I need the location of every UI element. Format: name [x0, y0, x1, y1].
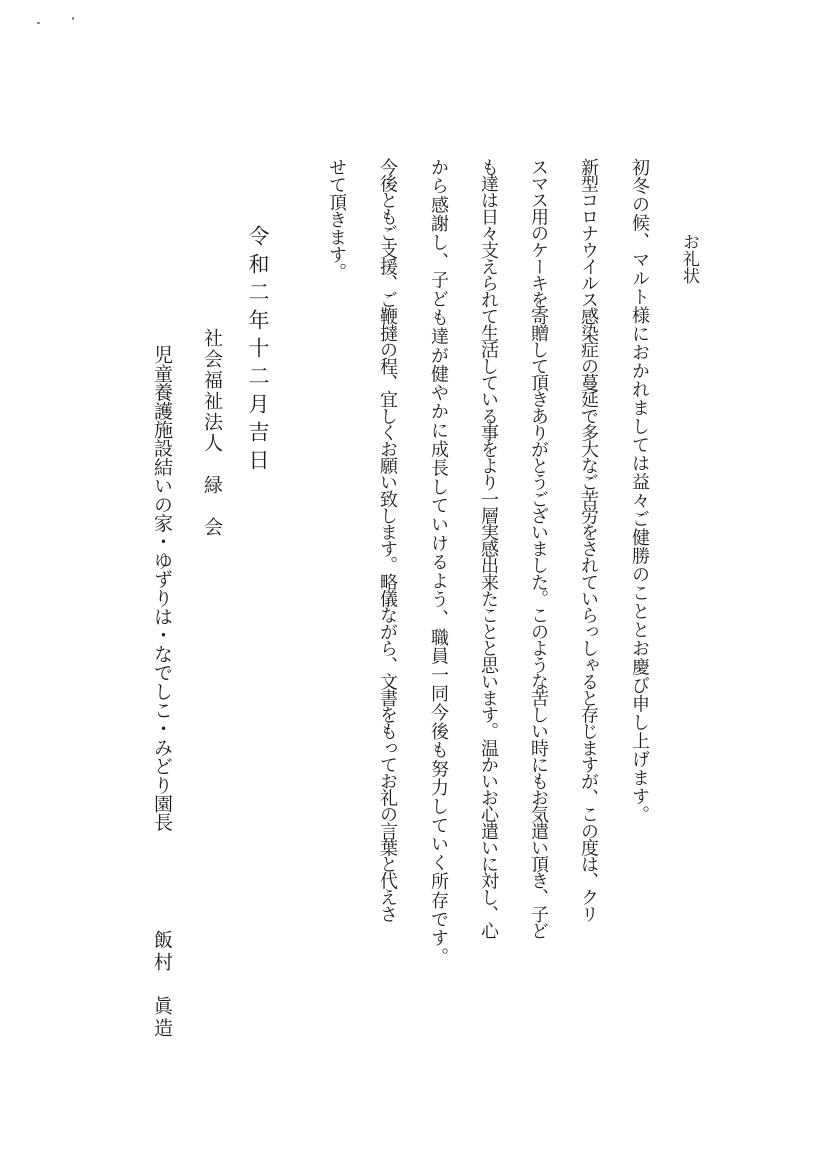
- body-line-4: も達は日々支えられて生活している事をより一層実感出来たことと思います。温かいお心遣いに対し、心: [478, 158, 499, 939]
- body-line-2: 新型コロナウイルス感染症の蔓延で多大なご苦労をされていらっしゃると存じますが、この度は、クリ: [578, 158, 599, 922]
- scan-speck: [37, 22, 40, 24]
- body-line-5: から感謝し、子ども達が健やかに成長していけるよう、職員一同今後も努力していく所存です。: [428, 158, 449, 967]
- letter-title: お礼状: [679, 233, 699, 284]
- body-line-1: 初冬の候、マルト様におかれましては益々ご健勝のこととお慶び申し上げます。: [629, 158, 650, 824]
- signature-name: 飯村 眞造: [151, 930, 173, 1040]
- scan-speck: [72, 17, 74, 20]
- body-line-6: 今後ともご支援、ご鞭撻の程、宜しくお願い致します。略儀ながら、文書をもってお礼の言葉と代えさ: [377, 158, 398, 922]
- body-line-7: せて頂きます。: [326, 158, 347, 281]
- letter-date: 令和二年十二月吉日: [246, 225, 270, 477]
- organization-name: 社会福祉法人 緑 会: [201, 328, 223, 538]
- signature-title: 児童養護施設結いの家・ゆずりは・なでしこ・みどり園長: [151, 345, 173, 832]
- body-line-3: スマス用のケーキを寄贈して頂きありがとうございました。このような苦しい時にもお気遣い頂き、子ど: [528, 158, 549, 939]
